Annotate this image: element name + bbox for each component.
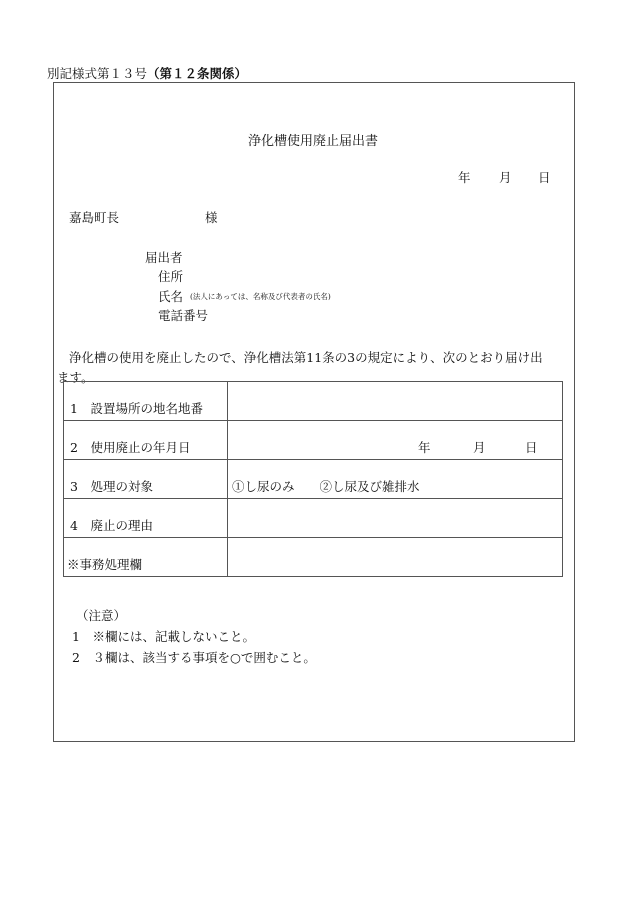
discontinuation-reason-field[interactable] (228, 499, 563, 538)
discontinuation-year-label: 年 (418, 440, 431, 455)
discontinuation-date-field[interactable] (228, 421, 563, 460)
notifier-address-label: 住所 (158, 269, 184, 284)
discontinuation-month-label: 月 (473, 440, 486, 455)
discontinuation-reason-label: 4 廃止の理由 (64, 499, 228, 538)
addressee-label: 嘉島町長 (69, 210, 120, 225)
body-text-line-1: 浄化槽の使用を廃止したので、浄化槽法第11条の3の規定により、次のとおり届け出 (69, 350, 543, 365)
document-title: 浄化槽使用廃止届出書 (248, 134, 379, 149)
body-text-line-2: ます。 (57, 370, 94, 385)
site-location-label: 1 設置場所の地名地番 (64, 382, 228, 421)
notifier-phone-label: 電話番号 (158, 308, 209, 323)
notifier-name-label: 氏名 (158, 289, 184, 304)
notes-heading: （注意） (76, 608, 127, 623)
site-location-field[interactable] (228, 382, 563, 421)
form-number: 別記様式第１３号 (47, 66, 148, 81)
table-row (64, 460, 563, 499)
note-item-1: 1 ※欄には、記載しないこと。 (72, 629, 255, 644)
form-article: （第１２条関係） (147, 66, 248, 81)
addressee-honorific: 様 (205, 210, 218, 225)
details-table (63, 381, 563, 577)
date-year-label: 年 (458, 170, 471, 185)
treatment-target-options[interactable]: ①し尿のみ ②し尿及び雑排水 (228, 460, 563, 499)
office-use-label: ※事務処理欄 (64, 538, 228, 577)
treatment-target-label: 3 処理の対象 (64, 460, 228, 499)
date-day-label: 日 (538, 170, 551, 185)
notifier-label: 届出者 (145, 250, 183, 265)
discontinuation-date-label: 2 使用廃止の年月日 (64, 421, 228, 460)
form-reference (47, 64, 247, 82)
table-row (64, 499, 563, 538)
note-item-2: 2 ３欄は、該当する事項を○で囲むこと。 (72, 650, 316, 665)
discontinuation-day-label: 日 (525, 440, 538, 455)
table-row (64, 421, 563, 460)
notifier-name-note: (法人にあっては、名称及び代表者の氏名) (190, 292, 331, 301)
table-row (64, 382, 563, 421)
date-month-label: 月 (499, 170, 512, 185)
table-row (64, 538, 563, 577)
office-use-field (228, 538, 563, 577)
